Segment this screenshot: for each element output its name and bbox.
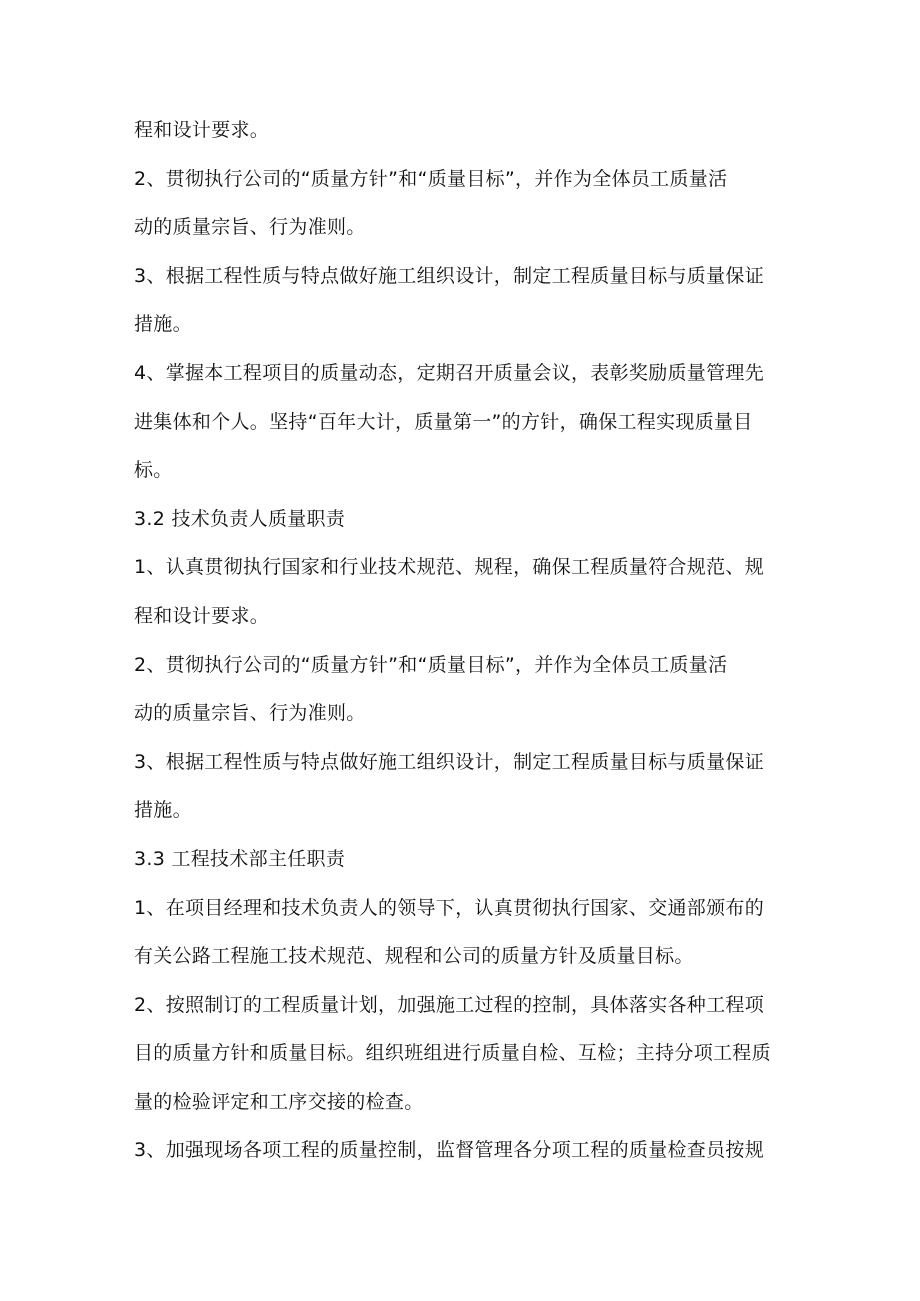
text-line: 动的质量宗旨、行为准则。 xyxy=(134,702,366,725)
text-line: 动的质量宗旨、行为准则。 xyxy=(134,216,366,239)
text-line: 2、贯彻执行公司的“质量方针”和“质量目标”，并作为全体员工质量活 xyxy=(134,167,728,190)
text-line: 2、按照制订的工程质量计划，加强施工过程的控制，具体落实各种工程项 xyxy=(134,993,764,1016)
text-line: 进集体和个人。坚持“百年大计，质量第一”的方针，确保工程实现质量目 xyxy=(134,410,753,433)
text-line: 程和设计要求。 xyxy=(134,119,270,141)
text-line: 标。 xyxy=(134,459,173,482)
text-line: 2、贯彻执行公司的“质量方针”和“质量目标”，并作为全体员工质量活 xyxy=(134,653,728,676)
text-line: 措施。 xyxy=(134,313,192,336)
text-line: 1、认真贯彻执行国家和行业技术规范、规程，确保工程质量符合规范、规 xyxy=(134,556,764,579)
section-heading: 3.3 工程技术部主任职责 xyxy=(134,847,346,870)
text-line: 措施。 xyxy=(134,799,192,822)
text-line: 4、掌握本工程项目的质量动态，定期召开质量会议，表彰奖励质量管理先 xyxy=(134,361,764,384)
section-heading: 3.2 技术负责人质量职责 xyxy=(134,507,346,530)
text-line: 程和设计要求。 xyxy=(134,604,270,627)
text-line: 量的检验评定和工序交接的检查。 xyxy=(134,1090,424,1113)
text-line: 3、加强现场各项工程的质量控制，监督管理各分项工程的质量检查员按规 xyxy=(134,1139,764,1162)
document-body xyxy=(134,106,794,1175)
text-line: 1、在项目经理和技术负责人的领导下，认真贯彻执行国家、交通部颁布的 xyxy=(134,896,764,919)
text-line: 3、根据工程性质与特点做好施工组织设计，制定工程质量目标与质量保证 xyxy=(134,750,764,773)
text-line: 有关公路工程施工技术规范、规程和公司的质量方针及质量目标。 xyxy=(134,945,694,968)
text-line: 目的质量方针和质量目标。组织班组进行质量自检、互检；主持分项工程质 xyxy=(134,1042,771,1065)
text-line: 3、根据工程性质与特点做好施工组织设计，制定工程质量目标与质量保证 xyxy=(134,264,764,287)
